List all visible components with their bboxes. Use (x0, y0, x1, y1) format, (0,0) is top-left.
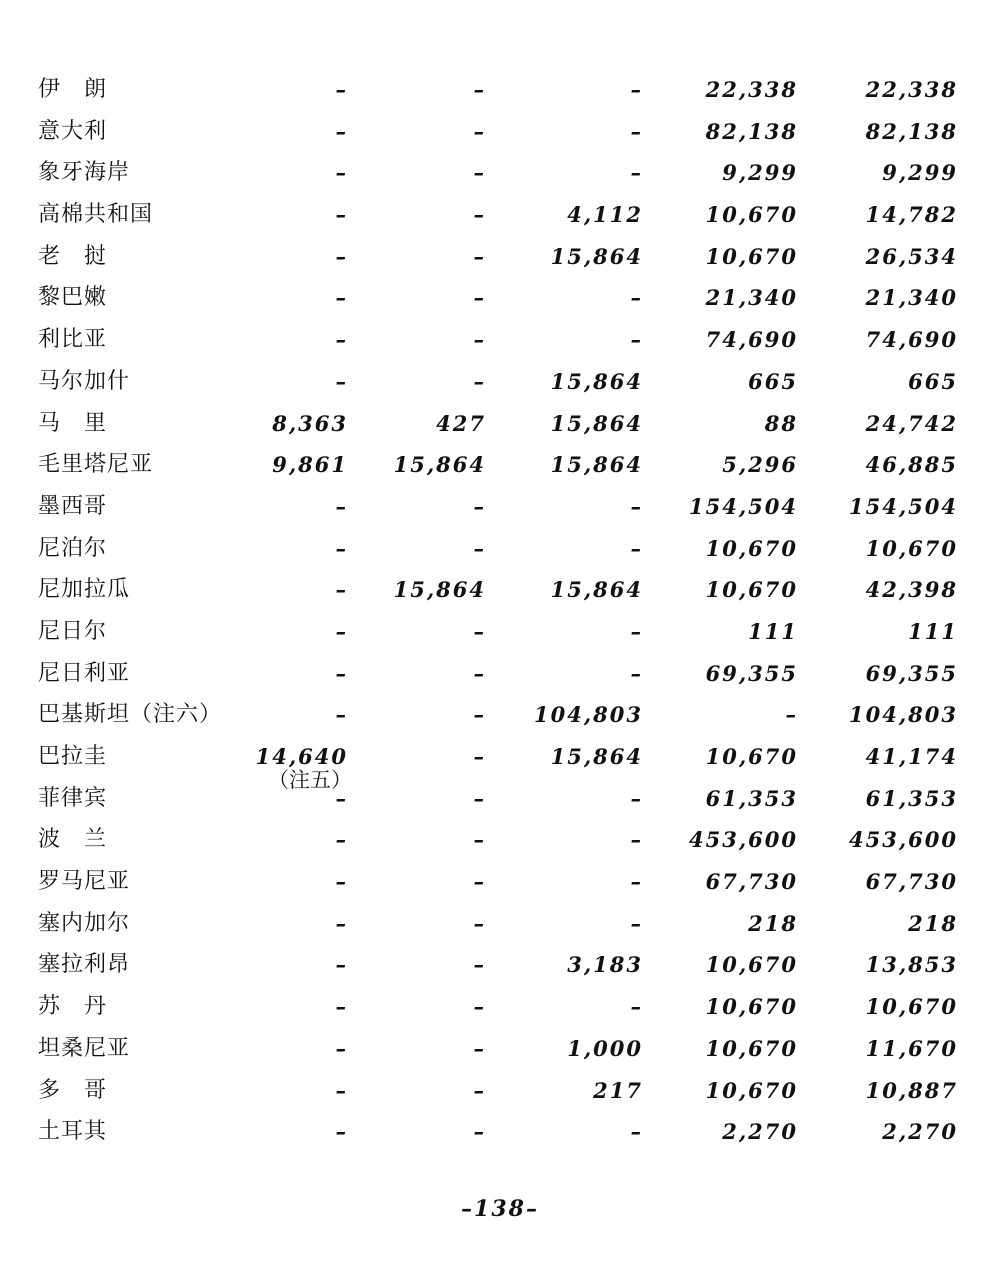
value-col-3: 1,000 (567, 1035, 643, 1061)
value-col-2: – (473, 744, 486, 769)
table-row (38, 822, 968, 864)
table-row (38, 72, 968, 114)
value-col-1: – (335, 327, 348, 353)
value-col-5: 82,138 (865, 118, 958, 144)
value-col-1: – (335, 994, 348, 1020)
value-col-3: – (630, 994, 643, 1020)
table-row (38, 1031, 968, 1073)
country-name: 黎巴嫩 (38, 285, 108, 311)
value-col-3: 4,112 (567, 202, 643, 228)
value-col-5: 10,670 (865, 994, 958, 1020)
value-col-3: – (630, 118, 643, 144)
value-col-2: – (473, 535, 486, 561)
country-name: 巴基斯坦（注六） (38, 702, 223, 728)
footnote-marker: （注五） (268, 768, 352, 792)
data-table (38, 72, 968, 1156)
country-name: 土耳其 (38, 1119, 108, 1145)
country-name: 利比亚 (38, 327, 108, 353)
value-col-2: – (473, 285, 486, 311)
table-row (38, 406, 968, 448)
value-col-4: 88 (764, 410, 798, 436)
value-col-3: 217 (593, 1077, 643, 1103)
value-col-2: – (473, 1119, 486, 1145)
value-col-3: – (630, 618, 643, 644)
table-row (38, 947, 968, 989)
table-row (38, 155, 968, 197)
value-col-1: – (335, 160, 348, 186)
value-col-3: 15,864 (550, 368, 643, 394)
value-col-3: 3,183 (567, 952, 643, 978)
value-col-5: 111 (908, 618, 958, 644)
country-name: 老 挝 (38, 243, 108, 269)
value-col-4: 21,340 (705, 285, 798, 311)
value-col-5: 10,670 (865, 535, 958, 561)
table-row (38, 197, 968, 239)
value-col-4: 10,670 (705, 1035, 798, 1061)
value-col-3: 15,864 (550, 577, 643, 603)
value-col-2: – (473, 160, 486, 186)
value-col-1: – (335, 785, 348, 811)
value-col-2: 427 (436, 410, 486, 436)
value-col-3: – (630, 160, 643, 186)
country-name: 苏 丹 (38, 994, 108, 1020)
country-name: 尼加拉瓜 (38, 577, 131, 603)
value-col-3: 15,864 (550, 410, 643, 436)
country-name: 尼日尔 (38, 618, 108, 644)
value-col-3: – (630, 285, 643, 311)
value-col-5: 665 (908, 368, 958, 394)
value-col-3: 15,864 (550, 243, 643, 269)
value-col-1: – (335, 77, 348, 102)
value-col-2: – (473, 243, 486, 269)
value-col-1: – (335, 118, 348, 144)
value-col-4: 10,670 (705, 243, 798, 269)
value-col-4: 74,690 (705, 327, 798, 353)
value-col-5: 42,398 (865, 577, 958, 603)
country-name: 伊 朗 (38, 77, 108, 102)
value-col-4: 665 (748, 368, 798, 394)
value-col-4: – (785, 702, 798, 728)
table-row (38, 322, 968, 364)
value-col-1: – (335, 618, 348, 644)
value-col-4: 10,670 (705, 535, 798, 561)
value-col-3: 15,864 (550, 452, 643, 478)
table-row (38, 697, 968, 739)
table-row (38, 531, 968, 573)
value-col-1: – (335, 952, 348, 978)
value-col-2: – (473, 660, 486, 686)
value-col-4: 9,299 (722, 160, 798, 186)
value-col-1: – (335, 1077, 348, 1103)
value-col-2: – (473, 702, 486, 728)
value-col-4: 69,355 (705, 660, 798, 686)
value-col-5: 74,690 (865, 327, 958, 353)
value-col-1: – (335, 910, 348, 936)
value-col-4: 10,670 (705, 1077, 798, 1103)
table-row (38, 489, 968, 531)
value-col-3: – (630, 77, 643, 102)
value-col-5: 453,600 (849, 827, 958, 853)
value-col-3: – (630, 1119, 643, 1145)
value-col-5: 69,355 (865, 660, 958, 686)
value-col-2: – (473, 869, 486, 895)
value-col-1: – (335, 285, 348, 311)
value-col-5: 154,504 (849, 493, 958, 519)
table-row (38, 989, 968, 1031)
value-col-4: 10,670 (705, 577, 798, 603)
value-col-3: – (630, 660, 643, 686)
value-col-1: – (335, 869, 348, 895)
country-name: 毛里塔尼亚 (38, 452, 154, 478)
value-col-2: – (473, 1035, 486, 1061)
value-col-3: – (630, 869, 643, 895)
table-row (38, 239, 968, 281)
table-row (38, 447, 968, 489)
value-col-4: 22,338 (705, 77, 798, 102)
country-name: 马 里 (38, 410, 108, 436)
value-col-4: 61,353 (705, 785, 798, 811)
value-col-5: 21,340 (865, 285, 958, 311)
value-col-5: 26,534 (865, 243, 958, 269)
value-col-3: – (630, 327, 643, 353)
value-col-1: – (335, 702, 348, 728)
country-name: 象牙海岸 (38, 160, 131, 186)
country-name: 巴拉圭 (38, 744, 108, 769)
value-col-5: 10,887 (865, 1077, 958, 1103)
value-col-4: 10,670 (705, 952, 798, 978)
value-col-2: – (473, 785, 486, 811)
table-row (38, 656, 968, 698)
country-name: 菲律宾 (38, 785, 108, 811)
value-col-3: – (630, 535, 643, 561)
value-col-2: – (473, 77, 486, 102)
value-col-3: – (630, 827, 643, 853)
country-name: 意大利 (38, 118, 108, 144)
value-col-1: – (335, 577, 348, 603)
value-col-4: 10,670 (705, 744, 798, 769)
table-row (38, 614, 968, 656)
country-name: 塞拉利昂 (38, 952, 131, 978)
country-name: 墨西哥 (38, 493, 108, 519)
value-col-5: 104,803 (849, 702, 958, 728)
value-col-4: 82,138 (705, 118, 798, 144)
value-col-2: 15,864 (393, 452, 486, 478)
value-col-1: 14,640 (255, 744, 348, 769)
value-col-3: 15,864 (550, 744, 643, 769)
value-col-4: 218 (748, 910, 798, 936)
value-col-2: – (473, 827, 486, 853)
value-col-5: 41,174 (865, 744, 958, 769)
table-row (38, 280, 968, 322)
value-col-3: – (630, 785, 643, 811)
value-col-4: 5,296 (722, 452, 798, 478)
country-name: 波 兰 (38, 827, 108, 853)
value-col-5: 2,270 (882, 1119, 958, 1145)
value-col-1: – (335, 493, 348, 519)
value-col-2: – (473, 118, 486, 144)
value-col-2: – (473, 327, 486, 353)
country-name: 罗马尼亚 (38, 869, 131, 895)
value-col-1: – (335, 827, 348, 853)
value-col-5: 67,730 (865, 869, 958, 895)
value-col-4: 111 (748, 618, 798, 644)
table-row (38, 1073, 968, 1115)
table-row (38, 739, 968, 792)
value-col-2: – (473, 952, 486, 978)
value-col-1: 9,861 (272, 452, 348, 478)
country-name: 高棉共和国 (38, 202, 154, 228)
value-col-2: – (473, 994, 486, 1020)
value-col-2: – (473, 910, 486, 936)
table-row (38, 364, 968, 406)
value-col-4: 67,730 (705, 869, 798, 895)
value-col-1: – (335, 1035, 348, 1061)
value-col-5: 13,853 (865, 952, 958, 978)
value-col-4: 10,670 (705, 202, 798, 228)
value-col-5: 9,299 (882, 160, 958, 186)
value-col-5: 11,670 (865, 1035, 958, 1061)
value-col-1: – (335, 660, 348, 686)
value-col-2: – (473, 202, 486, 228)
value-col-2: – (473, 1077, 486, 1103)
table-row (38, 906, 968, 948)
value-col-5: 22,338 (865, 77, 958, 102)
value-col-2: – (473, 618, 486, 644)
value-col-4: 453,600 (689, 827, 798, 853)
table-row (38, 781, 968, 823)
value-col-1: 8,363 (272, 410, 348, 436)
country-name: 马尔加什 (38, 368, 131, 394)
value-col-1: – (335, 368, 348, 394)
value-col-4: 10,670 (705, 994, 798, 1020)
value-col-5: 14,782 (865, 202, 958, 228)
value-col-5: 61,353 (865, 785, 958, 811)
table-row (38, 864, 968, 906)
value-col-2: – (473, 493, 486, 519)
country-name: 多 哥 (38, 1077, 108, 1103)
value-col-5: 46,885 (865, 452, 958, 478)
value-col-3: 104,803 (534, 702, 643, 728)
value-col-5: 24,742 (865, 410, 958, 436)
page-number: –138– (461, 1196, 539, 1222)
country-name: 尼日利亚 (38, 660, 131, 686)
value-col-4: 2,270 (722, 1119, 798, 1145)
value-col-1: – (335, 243, 348, 269)
table-row (38, 114, 968, 156)
value-col-1: – (335, 535, 348, 561)
value-col-3: – (630, 910, 643, 936)
table-row (38, 572, 968, 614)
country-name: 塞内加尔 (38, 910, 131, 936)
value-col-5: 218 (908, 910, 958, 936)
table-row (38, 1114, 968, 1156)
value-col-1: – (335, 1119, 348, 1145)
country-name: 坦桑尼亚 (38, 1035, 131, 1061)
value-col-1: – (335, 202, 348, 228)
country-name: 尼泊尔 (38, 535, 108, 561)
value-col-2: – (473, 368, 486, 394)
value-col-3: – (630, 493, 643, 519)
value-col-2: 15,864 (393, 577, 486, 603)
value-col-4: 154,504 (689, 493, 798, 519)
